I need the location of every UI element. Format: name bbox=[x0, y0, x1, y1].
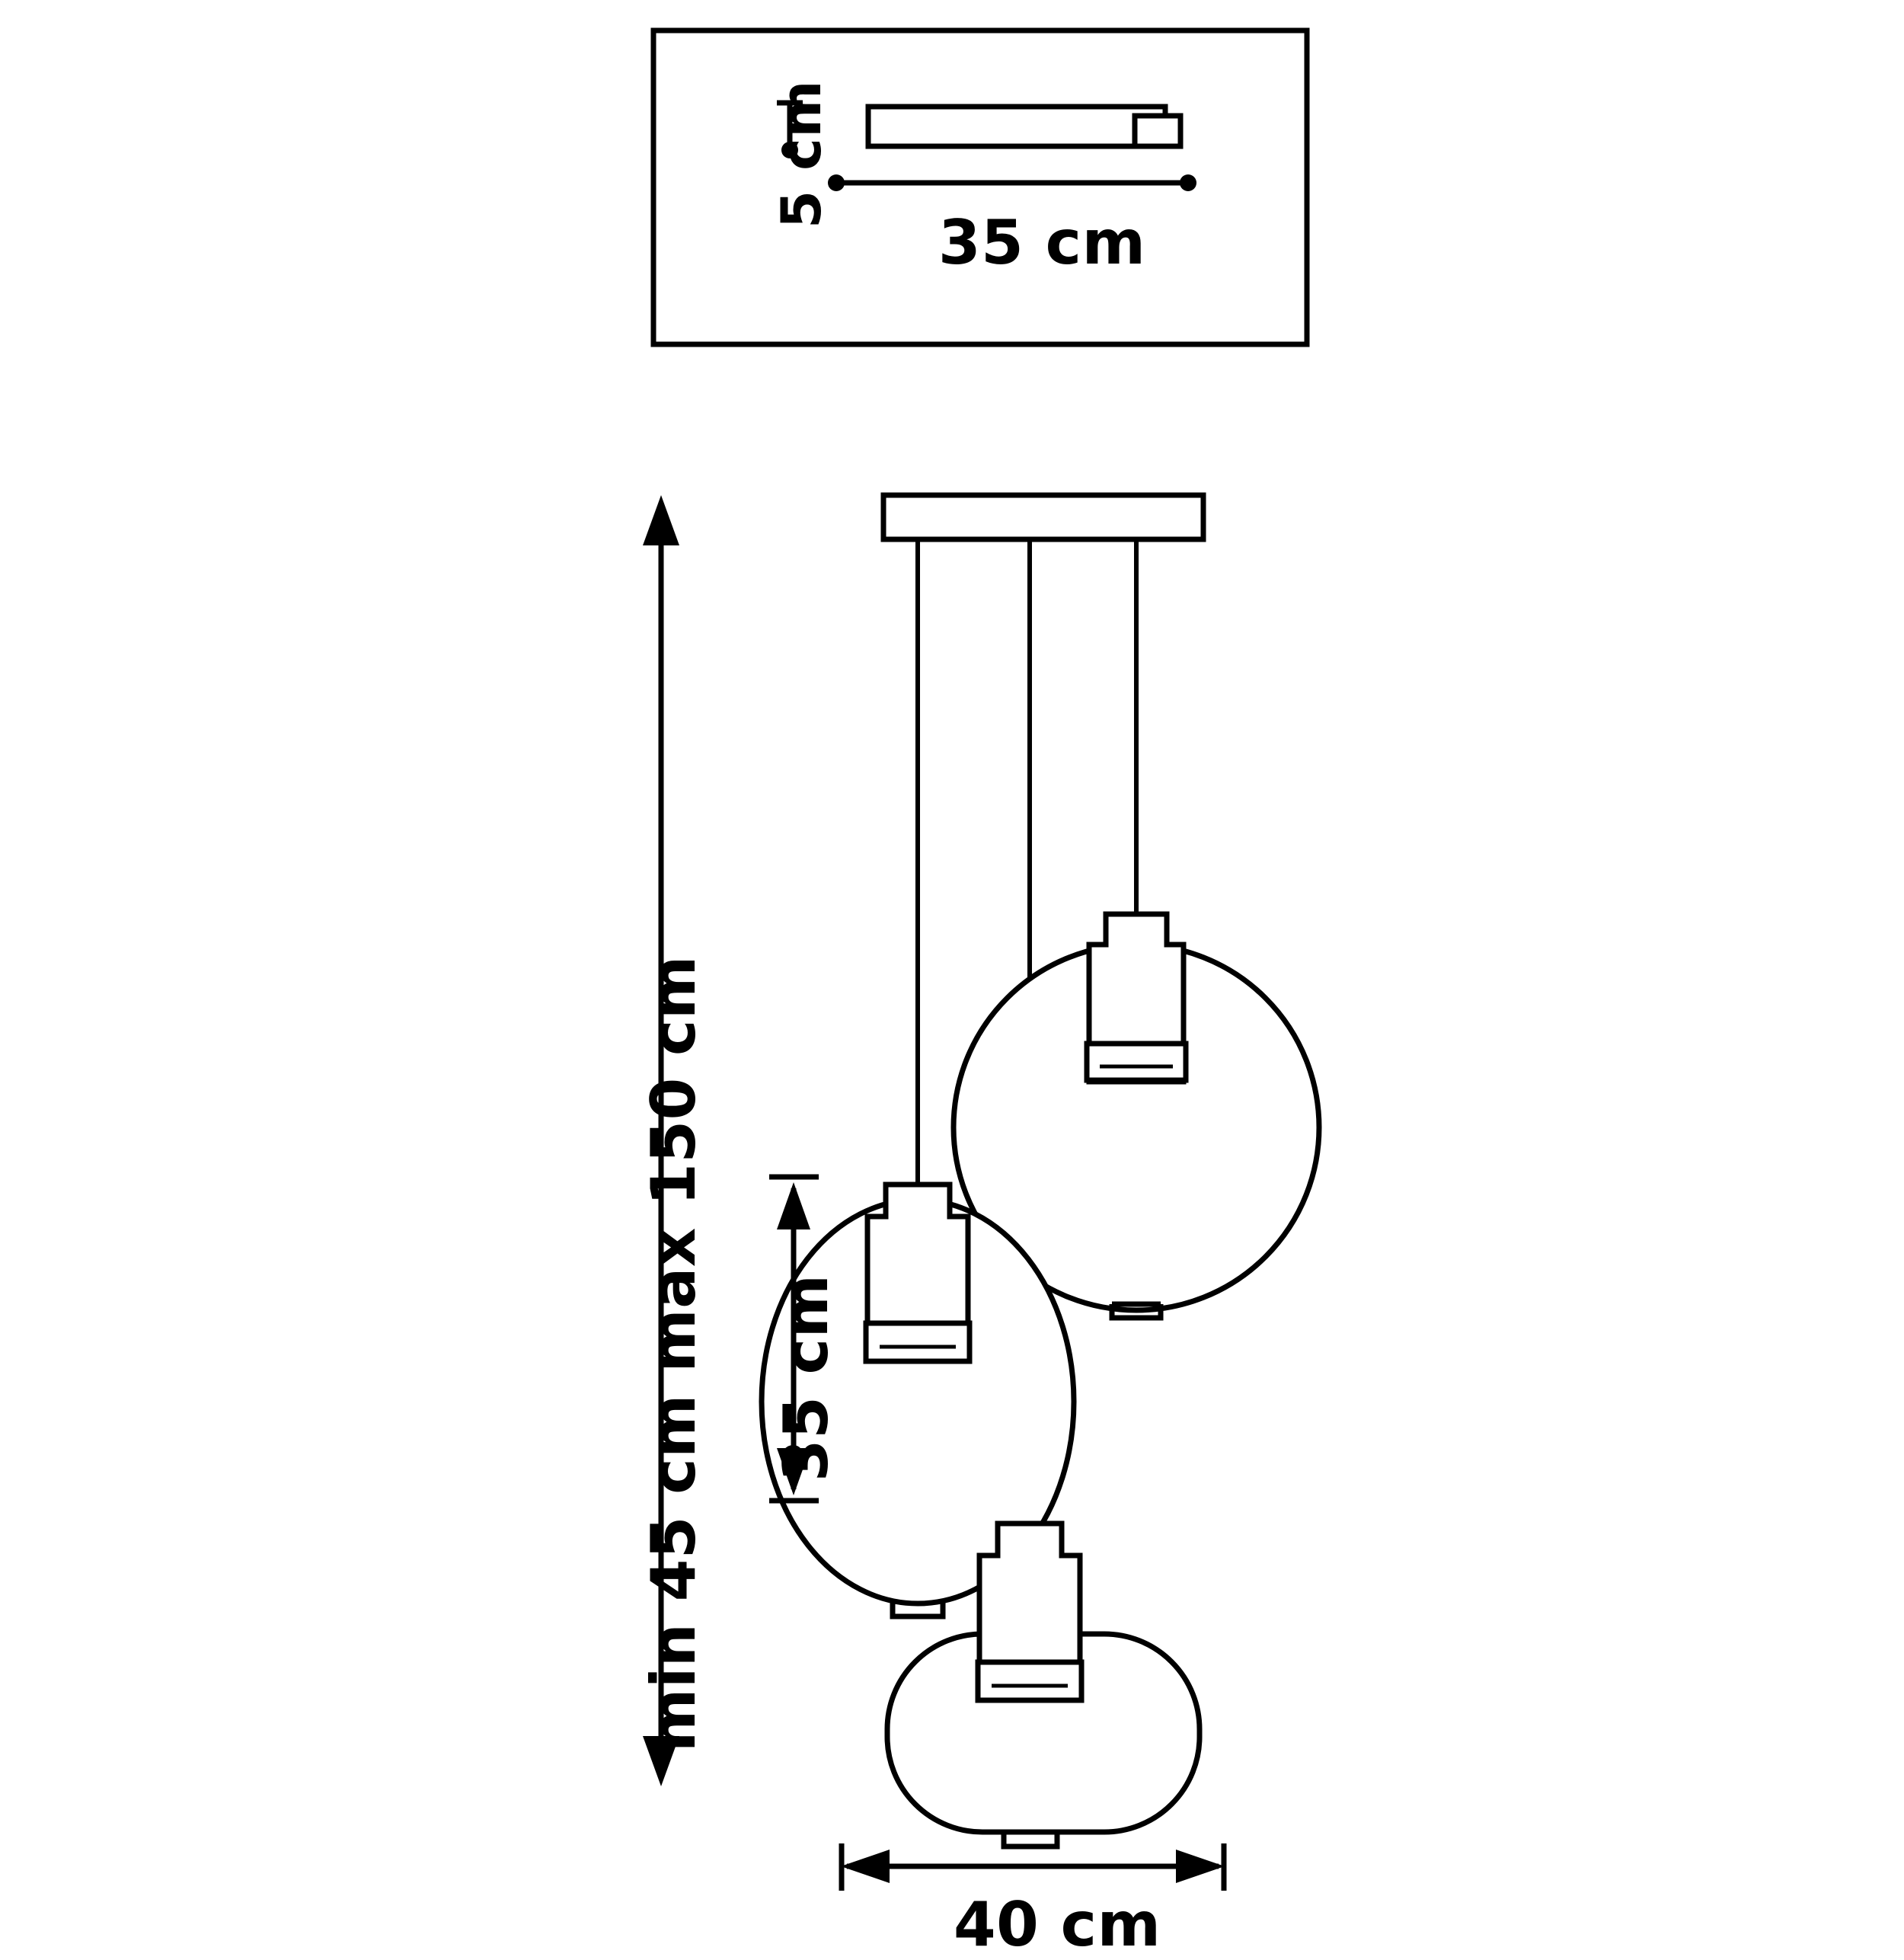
dim-35-top-dot-right bbox=[1180, 174, 1196, 191]
main-view-group bbox=[643, 495, 1319, 1891]
dim-shade-arrow-top bbox=[777, 1182, 810, 1229]
canopy-plate bbox=[868, 107, 1165, 146]
label-5-cm: 5 cm bbox=[769, 80, 833, 229]
socket-collar-middle bbox=[866, 1323, 970, 1361]
label-drop-range: min 45 cm max 150 cm bbox=[638, 955, 709, 1752]
label-40-cm: 40 cm bbox=[954, 1889, 1161, 1960]
socket-collar-bottom bbox=[978, 1662, 1081, 1700]
dim-width-40 bbox=[841, 1843, 1225, 1891]
top-view-group bbox=[653, 30, 1307, 344]
dim-width-arrow-right bbox=[1176, 1850, 1225, 1883]
dim-width-arrow-left bbox=[841, 1850, 890, 1883]
label-35-cm-top: 35 cm bbox=[938, 207, 1146, 278]
ceiling-canopy bbox=[883, 495, 1203, 539]
top-view-frame bbox=[653, 30, 1307, 344]
socket-collar-right bbox=[1087, 1044, 1186, 1080]
dim-drop-arrow-top bbox=[643, 495, 679, 545]
label-35-cm-shade: 35 cm bbox=[771, 1274, 842, 1482]
canopy-stem bbox=[1135, 116, 1180, 146]
